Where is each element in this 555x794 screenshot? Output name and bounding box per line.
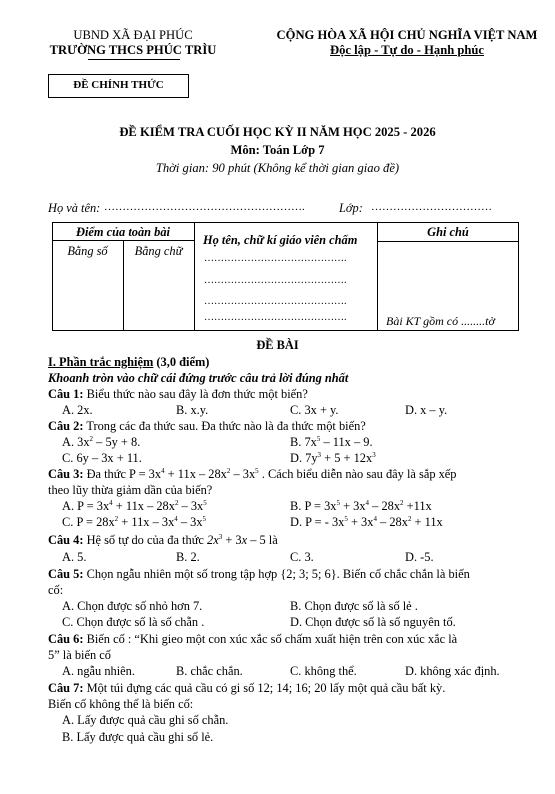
- q2-label: Câu 2:: [48, 419, 84, 433]
- table-divider: [194, 222, 195, 331]
- exam-title: ĐỀ KIỂM TRA CUỐI HỌC KỲ II NĂM HỌC 2025 - 2026: [119, 125, 436, 139]
- q6-option-d[interactable]: D. không xác định.: [405, 664, 500, 678]
- exam-subject: Môn: Toán Lớp 7: [230, 143, 325, 157]
- q3-option-a[interactable]: A. $P = 3x^4 + 11x - 28x^2 - 3x^5$: [62, 499, 207, 513]
- q5-option-c[interactable]: C. Chọn được số là số chẵn .: [62, 615, 205, 629]
- q7-label: Câu 7:: [48, 681, 84, 695]
- q4-option-d[interactable]: D. -5.: [405, 550, 434, 564]
- exam-time: Thời gian: 90 phút (Không kể thời gian giao đề): [155, 161, 400, 175]
- question-4: Câu 4: Hệ số tự do của đa thức $2x^3 + 3x - 5$ là: [48, 533, 278, 547]
- q2-option-a[interactable]: A. $3x^2 - 5y + 8$.: [62, 435, 141, 449]
- part1-title: I. Phần trắc nghiệm: [48, 355, 154, 369]
- q2-option-c[interactable]: C. 6y – 3x + 11.: [62, 451, 142, 465]
- q2-option-b[interactable]: B. $7x^5 - 11x - 9$.: [290, 435, 373, 449]
- grader-line[interactable]: …………………………………….: [204, 312, 347, 323]
- school-name: TRƯỜNG THCS PHÚC TRÌU: [49, 43, 217, 57]
- official-label: ĐỀ CHÍNH THỨC: [73, 79, 164, 91]
- grader-header: Họ tên, chữ kí giáo viên chấm: [203, 233, 358, 247]
- q1-option-a[interactable]: A. 2x.: [62, 403, 93, 417]
- q4-label: Câu 4:: [48, 533, 84, 547]
- q6-text-line2: 5” là biến cố: [48, 648, 111, 662]
- q4-text: Hệ số tự do của đa thức: [83, 533, 204, 547]
- q6-option-a[interactable]: A. ngẫu nhiên.: [62, 664, 135, 678]
- q3-option-b[interactable]: B. $P = 3x^5 + 3x^4 - 28x^2 +11x$: [290, 499, 432, 513]
- part1-points: (3,0 điểm): [153, 355, 210, 369]
- q1-label: Câu 1:: [48, 387, 84, 401]
- q5-text-end: . Biến cố chắc chắn là biến: [336, 567, 470, 581]
- q7-text: Một túi đựng các quả cầu có gi số 12; 14; 16; 20 lấy một quả cầu bất kỳ.: [83, 681, 446, 695]
- grader-line[interactable]: …………………………………….: [204, 253, 347, 264]
- class-label: Lớp:: [339, 201, 363, 215]
- q7-option-a[interactable]: A. Lấy được quả cầu ghi số chẵn.: [62, 713, 229, 727]
- q1-option-b[interactable]: B. x.y.: [176, 403, 209, 417]
- question-7: [48, 681, 445, 696]
- question-6: [48, 632, 457, 647]
- q3-text-line2: theo lũy thừa giảm dần của biến?: [48, 483, 213, 497]
- q3-label: Câu 3:: [48, 467, 84, 481]
- table-row-line: [377, 241, 519, 242]
- section-heading: ĐỀ BÀI: [256, 338, 299, 352]
- score-words-header: Bằng chữ: [134, 244, 183, 258]
- q3-option-c[interactable]: C. $P = 28x^2 + 11x - 3x^4 - 3x^5$: [62, 515, 207, 529]
- q2-option-d[interactable]: D. $7y^3 + 5 + 12x^3$: [290, 451, 376, 465]
- grader-line[interactable]: …………………………………….: [204, 296, 347, 307]
- question-3: Câu 3: Đa thức $P = 3x^4 + 11x - 28x^2 - 3x^5$ . Cách biểu diễn nào sau đây là sắp xếp: [48, 467, 457, 481]
- q6-label: Câu 6:: [48, 632, 84, 646]
- q6-option-c[interactable]: C. không thể.: [290, 664, 357, 678]
- question-2: [48, 419, 366, 434]
- name-field[interactable]: ……………………………………………….: [104, 201, 305, 213]
- q3-option-d[interactable]: D. P = - $3x^5 + 3x^4 - 28x^2 + 11x$: [290, 515, 443, 529]
- q5-option-b[interactable]: B. Chọn được số là số lẻ .: [290, 599, 418, 613]
- national-motto: Độc lập - Tự do - Hạnh phúc: [330, 43, 484, 57]
- q5-text-line2: cố:: [48, 583, 64, 597]
- question-1: [48, 387, 308, 402]
- q7-option-b[interactable]: B. Lấy được quả cầu ghi số lẻ.: [62, 730, 214, 744]
- q5-set: {2; 3; 5; 6}: [280, 567, 337, 581]
- question-5: [48, 567, 470, 582]
- q7-text-line2: Biến cố không thể là biến cố:: [48, 697, 194, 711]
- q1-text: Biểu thức nào sau đây là đơn thức một biến?: [83, 387, 308, 401]
- note-header: Ghi chú: [427, 225, 469, 239]
- q4-option-b[interactable]: B. 2.: [176, 550, 200, 564]
- pages-note: Bài KT gồm có ........tờ: [386, 314, 495, 328]
- q6-option-b[interactable]: B. chắc chắn.: [176, 664, 243, 678]
- class-field[interactable]: ……………………………: [371, 201, 492, 213]
- q5-text: Chọn ngẫu nhiên một số trong tập hợp: [83, 567, 278, 581]
- grader-line[interactable]: …………………………………….: [204, 275, 347, 286]
- q5-option-a[interactable]: A. Chọn được số nhỏ hơn 7.: [62, 599, 203, 613]
- table-row-line: [52, 240, 194, 241]
- part1-title-row: [48, 355, 209, 370]
- part1-instruction: Khoanh tròn vào chữ cái đứng trước câu trả lời đúng nhất: [48, 371, 349, 385]
- q2-text: Trong các đa thức sau. Đa thức nào là đa thức một biến?: [83, 419, 366, 433]
- school-underline: [88, 59, 180, 60]
- q5-option-d[interactable]: D. Chọn được số là số nguyên tố.: [290, 615, 456, 629]
- total-score-header: Điểm của toàn bài: [76, 225, 170, 239]
- national-title: CỘNG HÒA XÃ HỘI CHỦ NGHĨA VIỆT NAM: [276, 28, 538, 42]
- school-district: UBND XÃ ĐẠI PHÚC: [73, 28, 193, 42]
- name-label: Họ và tên:: [48, 201, 101, 215]
- official-label-box: [48, 74, 189, 98]
- q5-label: Câu 5:: [48, 567, 84, 581]
- q1-option-d[interactable]: D. x – y.: [405, 403, 448, 417]
- q4-option-a[interactable]: A. 5.: [62, 550, 87, 564]
- score-number-header: Bằng số: [67, 244, 108, 258]
- q6-text: Biến cố : “Khi gieo một con xúc xắc số chấm xuất hiện trên con xúc xắc là: [83, 632, 458, 646]
- q4-option-c[interactable]: C. 3.: [290, 550, 314, 564]
- q1-option-c[interactable]: C. 3x + y.: [290, 403, 339, 417]
